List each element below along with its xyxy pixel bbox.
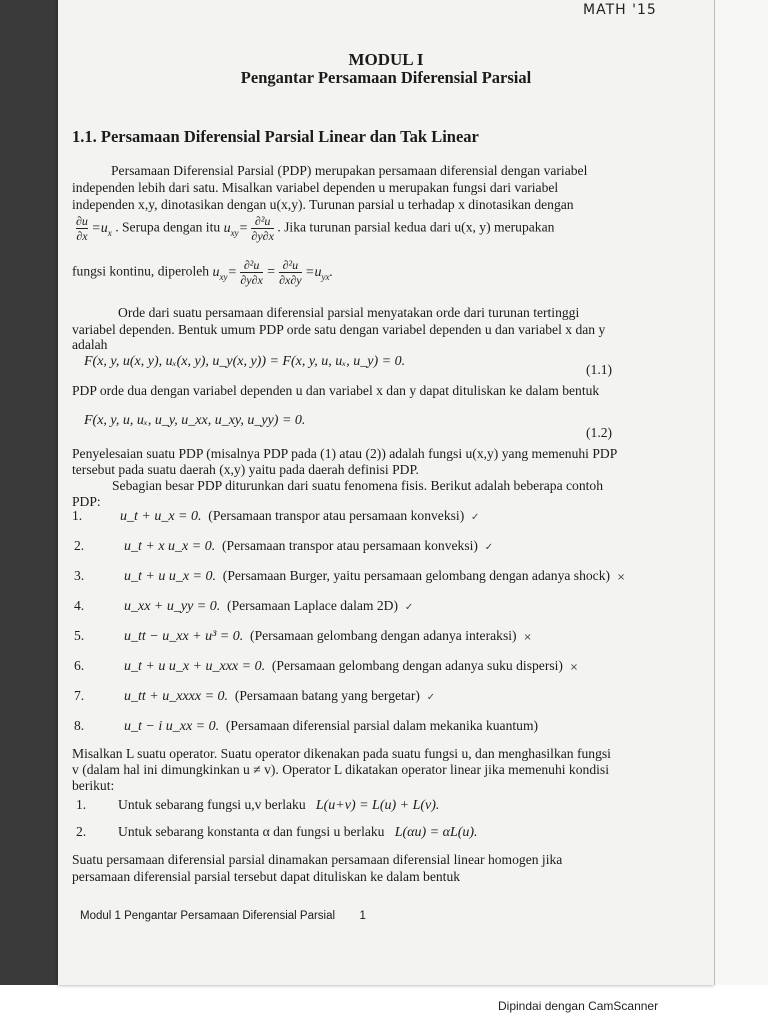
uxy-fraction: $\frac{\text{∂²u}}{\partial y\partial x}$	[251, 214, 274, 243]
check-mark-icon: ✓	[484, 542, 494, 553]
footer-text: Modul 1 Pengantar Persamaan Diferensial Parsial	[80, 910, 336, 922]
order-line-2: variabel dependen. Bentuk umum PDP orde satu dengan variabel dependen u dan variabel x dan y	[72, 322, 606, 337]
page-edge-strip	[714, 0, 768, 985]
intro-line-3: independen x,y, dinotasikan dengan u(x,y). Turunan parsial u terhadap x dinotasikan dengan	[72, 197, 574, 212]
operator-line-3: berikut:	[72, 778, 115, 793]
closing-line-2: persamaan diferensial parsial tersebut dapat dituliskan ke dalam bentuk	[72, 869, 461, 884]
d2u-dydx-fraction: $\frac{\text{∂²u}}{\partial y\partial x}$	[240, 258, 263, 287]
intro-line-2: independen lebih dari satu. Misalkan variabel dependen u merupakan fungsi dari variabel	[72, 180, 559, 195]
camscanner-watermark: Dipindai dengan CamScanner	[498, 999, 659, 1013]
solution-line-4: PDP:	[72, 494, 101, 509]
solution-line-3: Sebagian besar PDP diturunkan dari suatu fenomena fisis. Berikut adalah beberapa contoh	[112, 478, 603, 493]
page-number: 1	[359, 910, 366, 922]
intro-line-1: Persamaan Diferensial Parsial (PDP) merupakan persamaan diferensial dengan variabel	[111, 163, 588, 178]
order-line-3: adalah	[72, 337, 108, 352]
section-heading: 1.1. Persamaan Diferensial Parsial Linear dan Tak Linear	[72, 127, 479, 146]
equation-1-2: F(x, y, u, uₓ, u_y, u_xx, u_xy, u_yy) = 0.	[84, 413, 306, 428]
check-mark-icon: ✓	[426, 692, 436, 703]
example-item: 2. u_t + x u_x = 0. (Persamaan transpor atau persamaan konveksi) ✓	[74, 538, 494, 554]
example-item: 3. u_t + u u_x = 0. (Persamaan Burger, yaitu persamaan gelombang dengan adanya shock) ×	[74, 568, 626, 584]
example-item: 8. u_t − i u_xx = 0. (Persamaan diferensial parsial dalam mekanika kuantum)	[74, 718, 539, 734]
intro-line-4-part-b: . Jika turunan parsial kedua dari u(x, y) merupakan	[277, 219, 555, 235]
second-order-intro: PDP orde dua dengan variabel dependen u dan variabel x dan y dapat dituliskan ke dalam bentuk	[72, 383, 600, 398]
operator-line-1: Misalkan L suatu operator. Suatu operator dikenakan pada suatu fungsi u, dan menghasilkan fungsi	[72, 746, 611, 761]
linearity-condition-1: 1. Untuk sebarang fungsi u,v berlaku L(u+v) = L(u) + L(v).	[76, 797, 440, 813]
linearity-condition-2: 2. Untuk sebarang konstanta α dan fungsi u berlaku L(αu) = αL(u).	[76, 824, 478, 840]
module-subtitle: Pengantar Persamaan Diferensial Parsial	[240, 68, 532, 87]
intro-line-5: fungsi kontinu, diperoleh $u_{xy}=$ $\frac{\text{∂²u}}{\partial y\partial x}$ = $\frac{\text{∂²u}}{\partial x\partial y}$ $=u_{yx}$.	[72, 258, 333, 287]
cross-mark-icon: ×	[523, 632, 532, 643]
partial-u-partial-x-fraction: $\frac{\partial u}{\partial x}$	[76, 214, 88, 243]
solution-line-2: tersebut pada suatu daerah (x,y) yaitu pada daerah definisi PDP.	[72, 462, 419, 477]
cross-mark-icon: ×	[569, 662, 579, 673]
intro-line-4	[76, 214, 554, 243]
example-item: 4. u_xx + u_yy = 0. (Persamaan Laplace dalam 2D) ✓	[74, 598, 414, 614]
operator-line-2: v (dalam hal ini dimungkinkan u ≠ v). Operator L dikatakan operator linear jika memenuhi kondisi	[72, 762, 609, 777]
equation-1-2-number: (1.2)	[586, 425, 613, 440]
check-mark-icon: ✓	[471, 512, 480, 523]
order-line-1: Orde dari suatu persamaan diferensial parsial menyatakan orde dari turunan tertinggi	[118, 305, 580, 320]
cross-mark-icon: ×	[616, 572, 626, 583]
example-item: 5. u_tt − u_xx + u³ = 0. (Persamaan gelombang dengan adanya interaksi) ×	[74, 628, 532, 644]
example-item: 7. u_tt + u_xxxx = 0. (Persamaan batang yang bergetar) ✓	[74, 688, 436, 704]
solution-line-1: Penyelesaian suatu PDP (misalnya PDP pada (1) atau (2)) adalah fungsi u(x,y) yang memenuhi PDP	[72, 446, 618, 461]
check-mark-icon: ✓	[404, 602, 414, 613]
mixed-partial-equality: $u_{xy}=$	[212, 264, 237, 282]
example-item: 1. u_t + u_x = 0. (Persamaan transpor atau persamaan konveksi) ✓	[72, 508, 480, 524]
ux-symbol: $=u_x$	[91, 220, 112, 238]
d2u-dxdy-fraction: $\frac{\text{∂²u}}{\partial x\partial y}$	[279, 258, 302, 287]
closing-line-1: Suatu persamaan diferensial parsial dinamakan persamaan diferensial linear homogen jika	[72, 852, 563, 867]
page-footer	[80, 910, 366, 922]
intro-line-5-text: fungsi kontinu, diperoleh	[72, 263, 210, 279]
module-title: MODUL I	[348, 50, 424, 69]
example-item: 6. u_t + u u_x + u_xxx = 0. (Persamaan gelombang dengan adanya suku dispersi) ×	[74, 658, 579, 674]
intro-line-4-part-a: . Serupa dengan itu	[115, 219, 221, 235]
equation-1-1-number: (1.1)	[586, 362, 613, 377]
equation-1-1: F(x, y, u(x, y), uₓ(x, y), u_y(x, y)) = F(x, y, u, uₓ, u_y) = 0.	[84, 354, 406, 369]
uxy-symbol: $u_{xy}=$	[223, 220, 249, 238]
handwritten-tag: MATH '15	[583, 2, 657, 18]
